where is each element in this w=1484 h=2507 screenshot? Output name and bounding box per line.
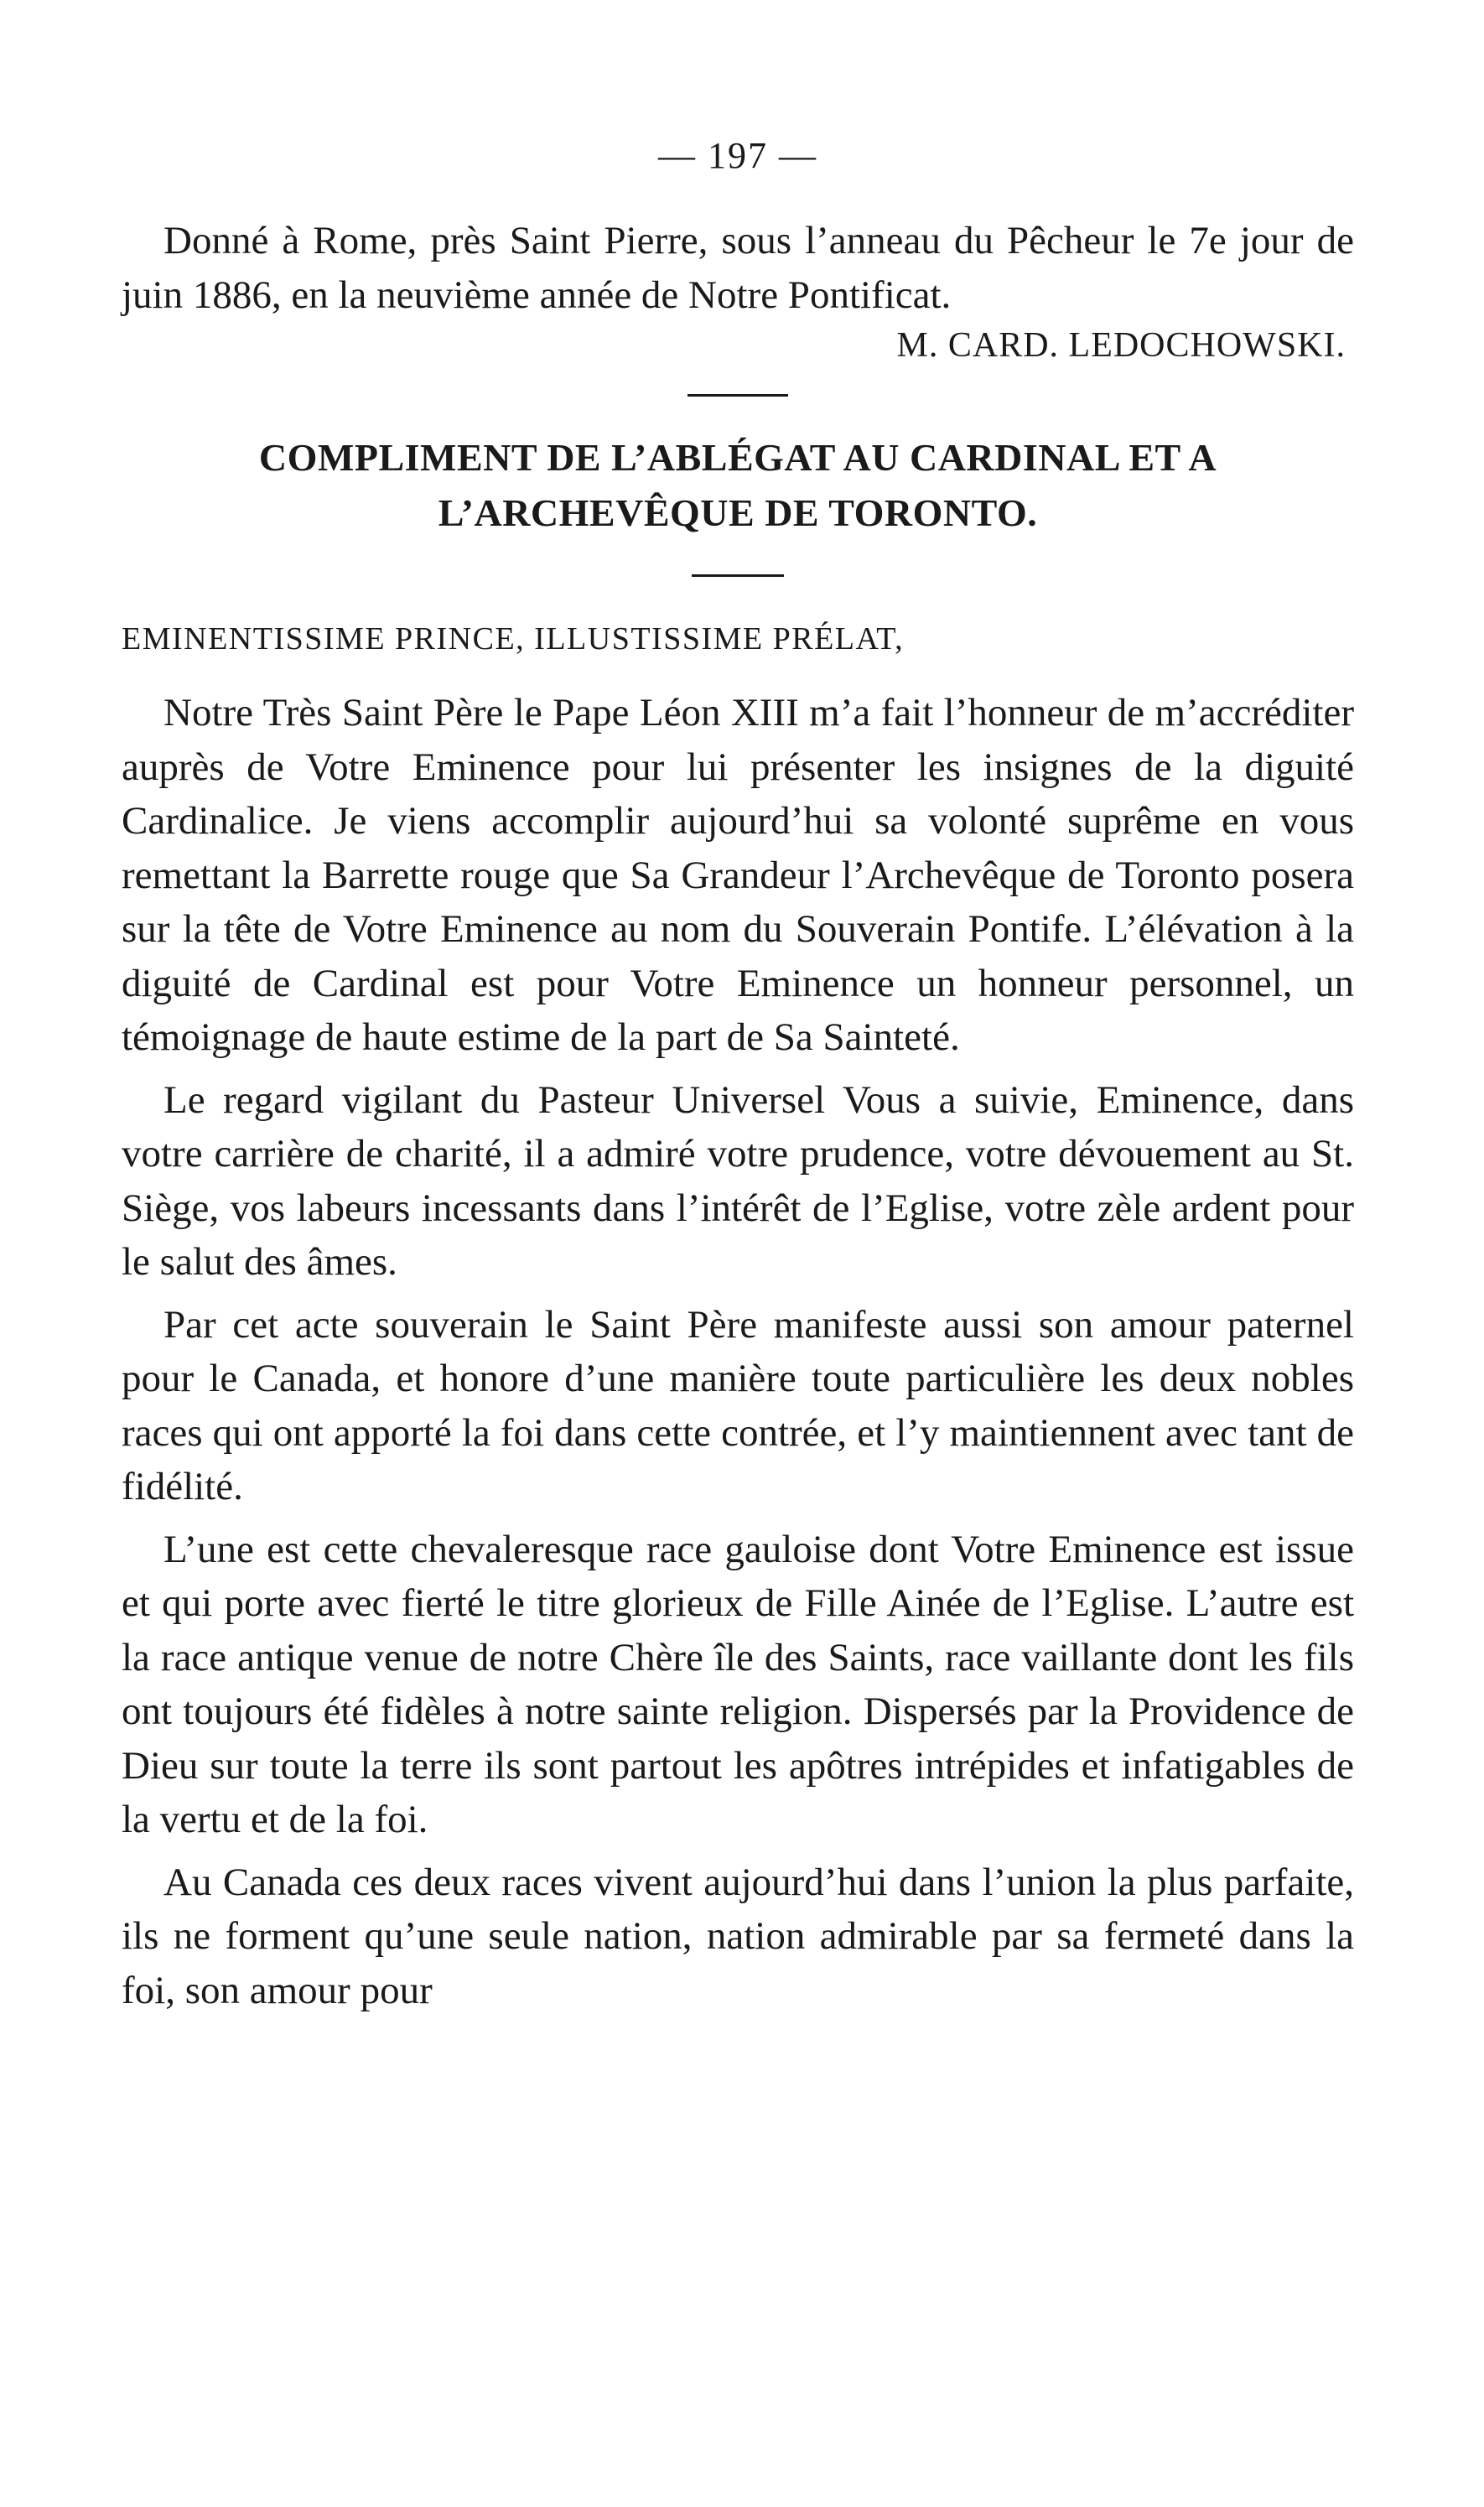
paragraph-4: L’une est cette chevaleresque race gauloise dont Votre Eminence est issue et qui porte avec fierté le titre glorieux de Fille Ainée de l’Eglise. L’autre est la race antique venue de notre Chère île des Saints, race vaillante dont les fils ont toujours été fidèles à notre sainte religion. Dispersés par la Providence de Dieu sur toute la terre ils sont partout les apôtres intrépides et infatigables de la vertu et de la foi. [122, 1527, 1354, 1841]
paragraph-5: Au Canada ces deux races vivent aujourd’hui dans l’union la plus parfaite, ils ne forment qu’une seule nation, nation admirable par sa fermeté dans la foi, son amour pour [122, 1860, 1354, 2012]
paragraph-1: Notre Très Saint Père le Pape Léon XIII m’a fait l’honneur de m’accréditer auprès de Votre Eminence pour lui présenter les insignes de la diguité Cardinalice. Je viens accomplir aujourd’hui sa volonté suprême en vous remettant la Barrette rouge que Sa Grandeur l’Archevêque de Toronto posera sur la tête de Votre Eminence au nom du Souverain Pontife. L’élévation à la diguité de Cardinal est pour Votre Eminence un honneur personnel, un témoignage de haute estime de la part de Sa Sainteté. [122, 691, 1354, 1059]
heading-divider [692, 574, 784, 577]
paragraph-2: Le regard vigilant du Pasteur Universel Vous a suivie, Eminence, dans votre carrière de charité, il a admiré votre prudence, votre dévouement au St. Siège, vos labeurs incessants dans l’intérêt de l’Eglise, votre zèle ardent pour le salut des âmes. [122, 1077, 1354, 1284]
signature: M. CARD. LEDOCHOWSKI. [896, 326, 1346, 365]
heading-line-1: COMPLIMENT DE L’ABLÉGAT AU CARDINAL ET A [258, 436, 1217, 479]
page-number: — 197 — [658, 135, 817, 176]
closing-text: Donné à Rome, près Saint Pierre, sous l’anneau du Pêcheur le 7e jour de juin 1886, en la neuvième année de Notre Pontificat. [122, 219, 1354, 317]
heading-line-2: L’ARCHEVÊQUE DE TORONTO. [438, 491, 1038, 534]
section-divider [688, 394, 788, 397]
section-heading [122, 430, 1354, 541]
paragraph-3: Par cet acte souverain le Saint Père manifeste aussi son amour paternel pour le Canada, et honore d’une manière toute particulière les deux nobles races qui ont apporté la foi dans cette contrée, et l’y maintiennent avec tant de fidélité. [122, 1302, 1354, 1508]
salutation: EMINENTISSIME PRINCE, ILLUSTISSIME PRÉLAT, [122, 621, 905, 657]
